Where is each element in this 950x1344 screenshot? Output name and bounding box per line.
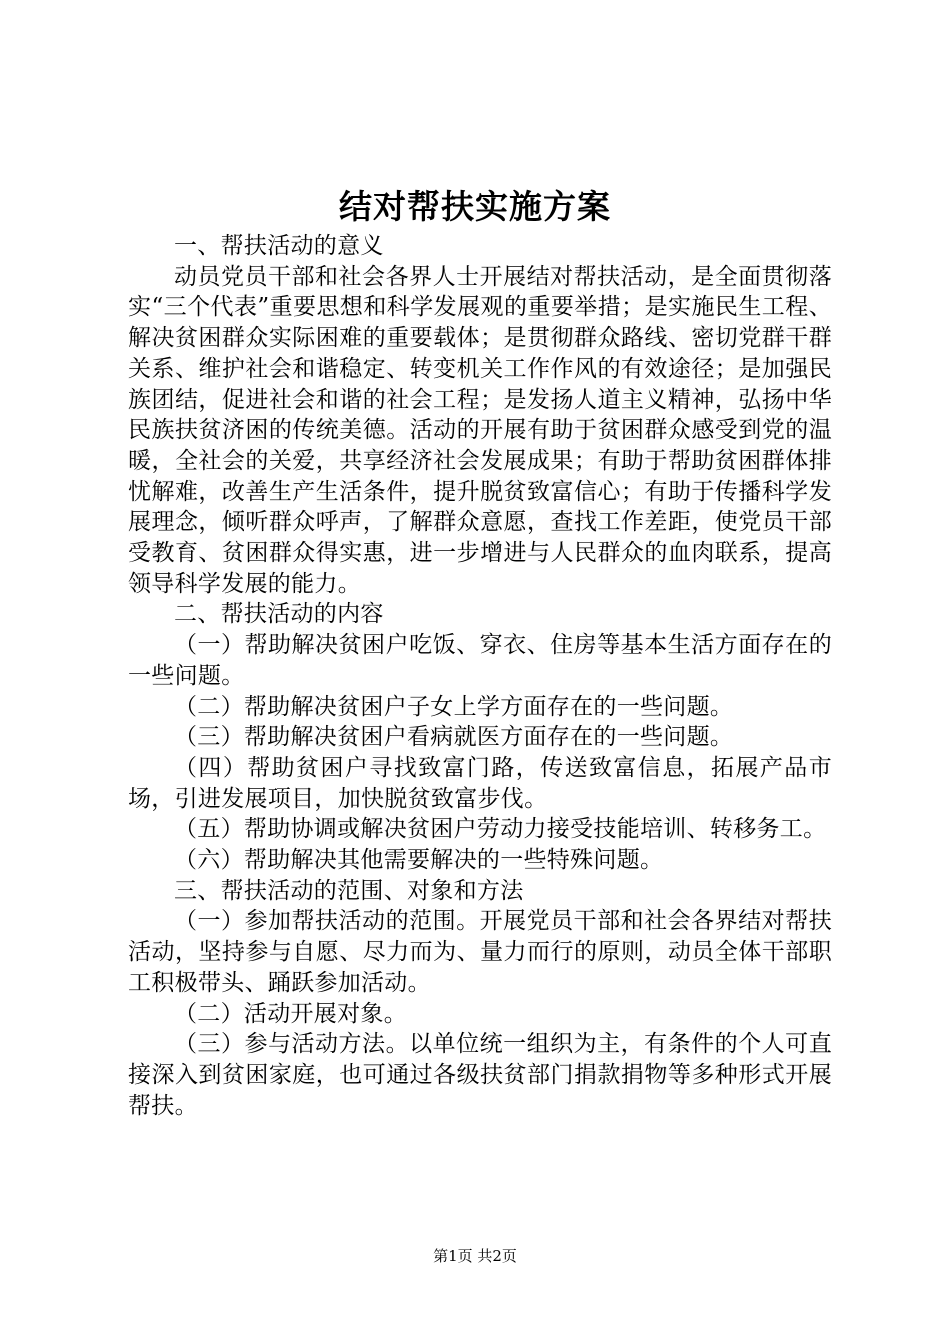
section-heading-1: 一、帮扶活动的意义 <box>174 233 384 259</box>
content-item-3: （三）帮助解决贫困户看病就医方面存在的一些问题。 <box>174 724 734 751</box>
scope-item-1: （一）参加帮扶活动的范围。开展党员干部和社会各界结对帮扶活动，坚持参与自愿、尽力而为、量力而行的原则，动员全体干部职工积极带头、踊跃参加活动。 <box>128 908 832 996</box>
content-item-4: （四）帮助贫困户寻找致富门路，传送致富信息，拓展产品市场，引进发展项目，加快脱贫致富步伐。 <box>128 754 832 812</box>
document-body <box>128 231 832 1121</box>
content-item-6: （六）帮助解决其他需要解决的一些特殊问题。 <box>174 847 664 874</box>
section-heading-2: 二、帮扶活动的内容 <box>174 601 384 628</box>
content-item-2: （二）帮助解决贫困户子女上学方面存在的一些问题。 <box>174 693 734 720</box>
scope-item-2: （二）活动开展对象。 <box>174 1000 407 1027</box>
section-heading-3: 三、帮扶活动的范围、对象和方法 <box>174 877 524 904</box>
scope-item-3: （三）参与活动方法。以单位统一组织为主，有条件的个人可直接深入到贫困家庭，也可通过各级扶贫部门捐款捐物等多种形式开展帮扶。 <box>128 1031 832 1119</box>
page-footer: 第1页 共2页 <box>433 1247 517 1265</box>
content-item-5: （五）帮助协调或解决贫困户劳动力接受技能培训、转移务工。 <box>174 816 827 843</box>
paragraph-significance: 动员党员干部和社会各界人士开展结对帮扶活动，是全面贯彻落实“三个代表”重要思想和科学发展观的重要举措；是实施民生工程、解决贫困群众实际困难的重要载体；是贯彻群众路线、密切党群干群关系、维护社会和谐稳定、转变机关工作作风的有效途径；是加强民族团结，促进社会和谐的社会工程；是发扬人道主义精神，弘扬中华民族扶贫济困的传统美德。活动的开展有助于贫困群众感受到党的温暖，全社会的关爱，共享经济社会发展成果；有助于帮助贫困群体排忧解难，改善生产生活条件，提升脱贫致富信心；有助于传播科学发展理念，倾听群众呼声，了解群众意愿，查找工作差距，使党员干部受教育、贫困群众得实惠，进一步增进与人民群众的血肉联系，提高领导科学发展的能力。 <box>128 263 832 597</box>
content-item-1: （一）帮助解决贫困户吃饭、穿衣、住房等基本生活方面存在的一些问题。 <box>128 632 832 689</box>
document-title: 结对帮扶实施方案 <box>339 187 611 226</box>
